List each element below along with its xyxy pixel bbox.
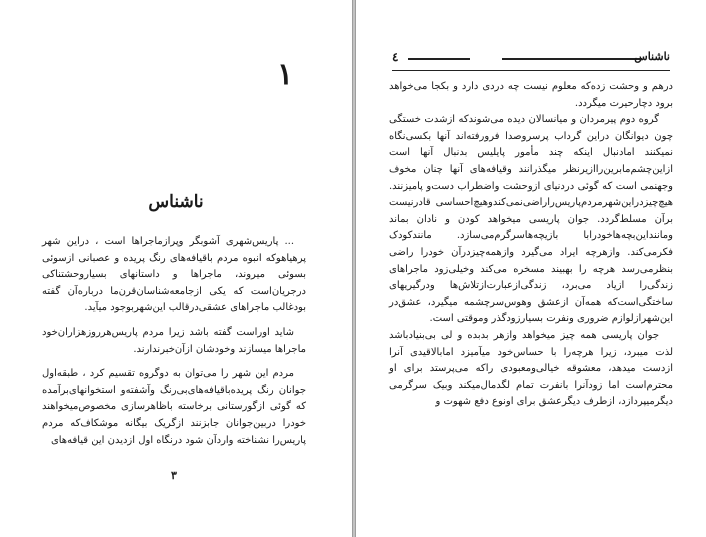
- left-page: [0, 0, 352, 537]
- left-paragraph-3: مردم این شهر را می‌توان به دوگروه تقسیم کرد ، طبقه‌اول جوانان رنگ پریده‌باقیافه‌های‌بی‌رنگ وآشفته‌و استخوانهای‌برآمده که گوئی ازگورستانی برخاسته باظاهرسازی مخصوص‌میخواهند خودرا دربین‌جوانان جابزنند ازگریک بیگانه موشکاف‌که مردم پاریس‌را نشناخته واردآن شود درنگاه اول ازدیدن این قیافه‌های: [42, 368, 306, 446]
- right-page: [356, 0, 706, 537]
- left-page-body: [42, 234, 306, 449]
- running-title: ناشناس: [634, 50, 670, 63]
- right-page-number: ٤: [392, 50, 399, 64]
- header-rule-short: [408, 58, 470, 60]
- right-paragraph-2: گروه دوم پیرمردان و میانسالان دیده می‌شوندکه ازشدت خستگی چون دیوانگان دراین گرداب پرسروصدا فرورفته‌اند آنها بکسی‌نگاه نمیکنند امادنبال اینکه چند مأمور پایلیس بدنبال آنها است ازاین‌چشم‌مابرین‌راازیرنظر میگذرانند وقیافه‌های آنها چنان مخوف وجهنمی است که گوئی دردنیای ازوحشت واضطراب دست‌و پامیزنند. هیچ‌چیزدراین‌شهرمردم‌پاریس‌راراضی‌نمی‌کندوهیچ‌احساسی قادرنیست برآن مسلط‌گردد. جوان پاریسی میخواهد کودن و نادان بماند وماننداین‌بچه‌هاخودرابا بازیچه‌هاسرگرم‌می‌سازد. مانندکودک فکرمی‌کند. وازهرچه ایراد می‌گیرد وازهمه‌چیزدرآن خودرا راضی بنظرمی‌رسد هرچه را بهبیند مسخره می‌کند وخیلی‌زود ماجراهای زندگی‌را ازیاد می‌برد، زندگی‌ازعبارت‌ازتلاش‌ها ودرگیریهای ساختگی‌است‌که همه‌آن ازعشق وهوس‌سرچشمه میگیرد، عشق‌در این‌شهرازلوازم ضروری ونفرت بسیارزودگذر وموقتی است.: [389, 114, 673, 325]
- left-paragraph-1: ... پاریس‌شهری آشوبگر وپرازماجراها است ، دراین شهر پرهیاهوکه انبوه مردم باقیافه‌های رنگ پریده و عصبانی ازسوئی بسوئی میروند، ماجراها و داستانهای بسیاروحشتناکی درجریان‌است که یکی ازجامعه‌شناسان‌قرن‌ما درباره‌آن گفته بودغالب ماجراهای عشقی‌درقالب این‌شهربوجود میآید.: [42, 236, 306, 314]
- running-header: [392, 44, 670, 71]
- left-page-number: ۳: [171, 469, 177, 482]
- chapter-number: ۱: [276, 57, 294, 92]
- right-paragraph-3: جوان پاریسی همه چیز میخواهد وازهر بدبده و لی بی‌بنیادباشد لذت میبرد، زیرا هرچه‌را با حساس‌خود میآمیزد امابالاقیدی آنرا ازدست میدهد، معشوقه خیالی‌ومعبودی راکه می‌پرستد برای او محترم‌است اما زود‌آنرا بانفرت تمام لگدمال‌میکند وبیک سرگرمی دیگرمیپردازد، ازطرف دیگرعشق برای اونوع دفع شهوت و: [389, 329, 673, 408]
- left-paragraph-2: شاید اوراست گفته باشد زیرا مردم پاریس‌هرروزهزاران‌خود ماجراها میسازند وخودشان ازآن‌خبرندارند.: [42, 326, 306, 355]
- header-rule-long: [502, 58, 642, 60]
- chapter-title: ناشناس: [148, 192, 204, 212]
- right-paragraph-1: درهم و وحشت زده‌که معلوم نیست چه دردی دارد و بکجا می‌خواهد برود دچارحیرت میگردد.: [389, 81, 673, 109]
- right-page-body: [389, 79, 673, 411]
